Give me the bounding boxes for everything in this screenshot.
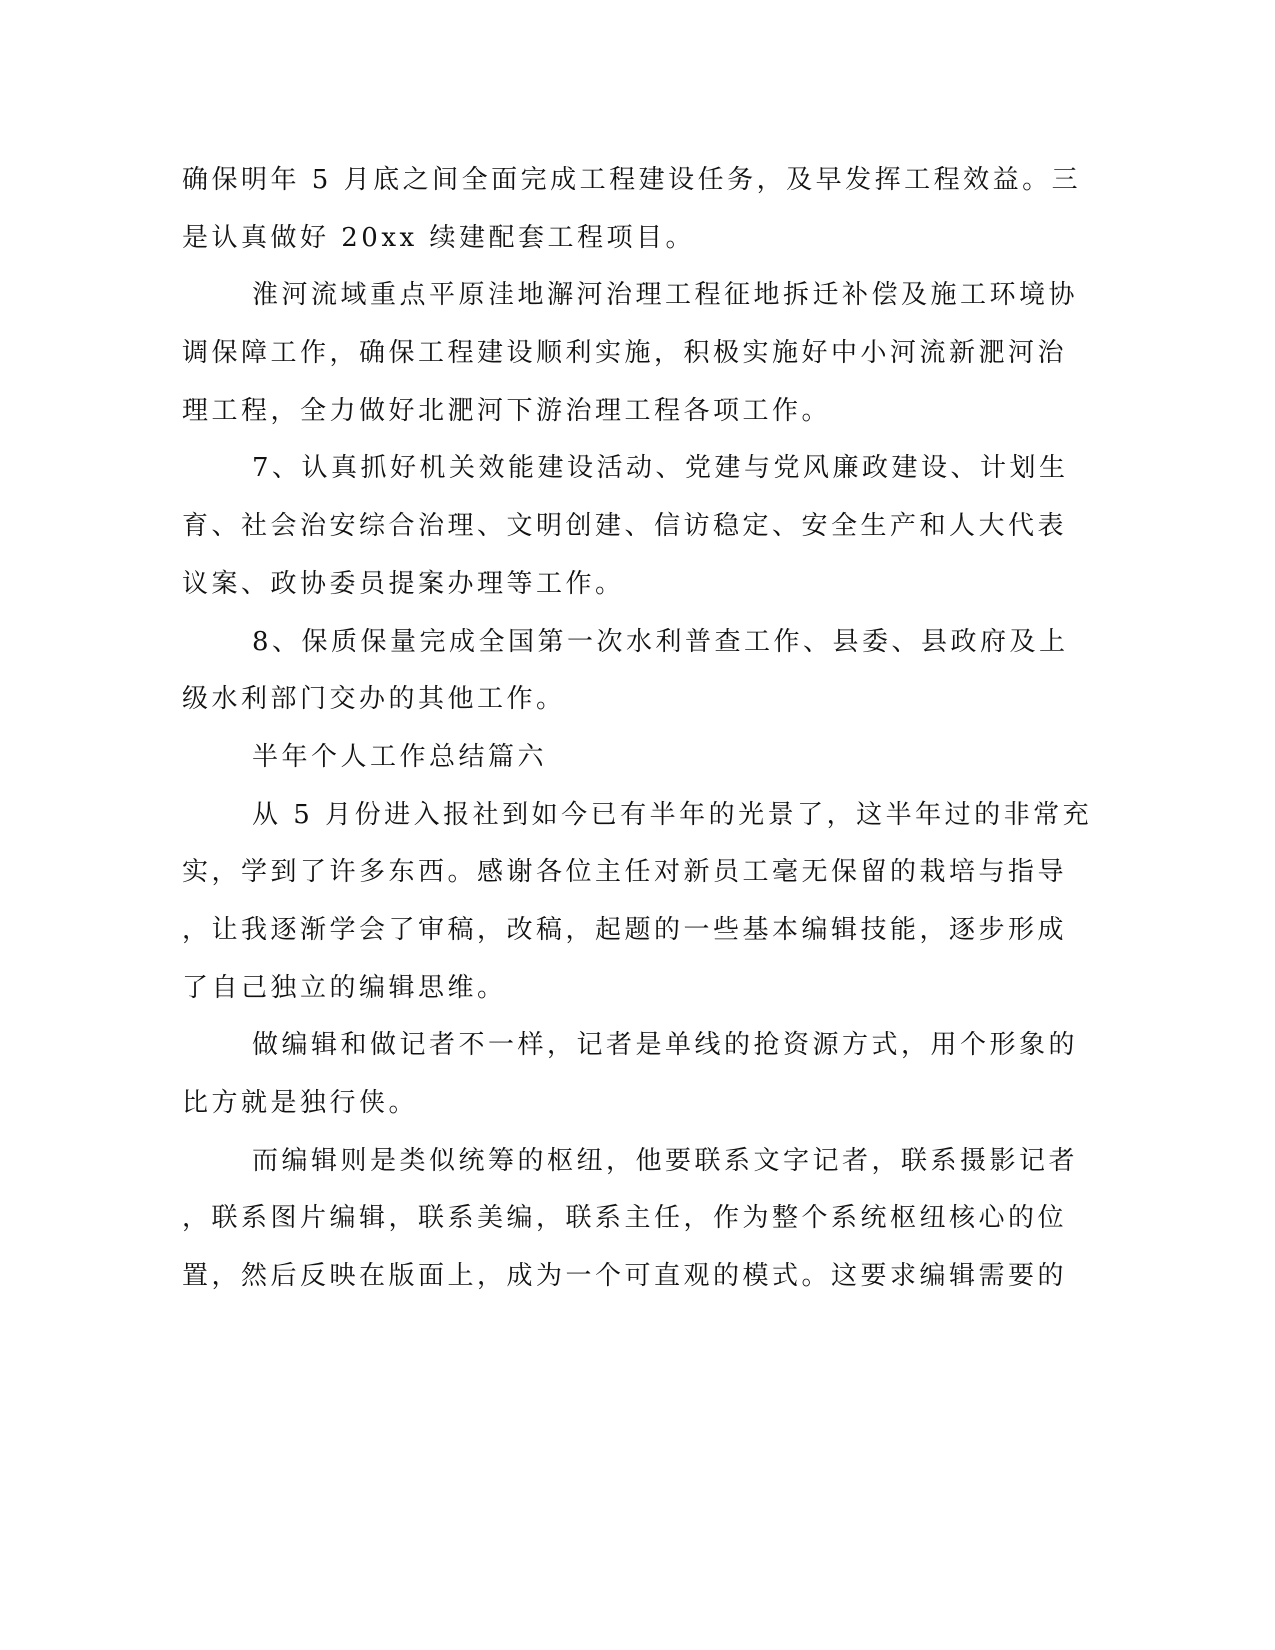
text-line: 置，然后反映在版面上，成为一个可直观的模式。这要求编辑需要的 <box>182 1261 1068 1292</box>
text-line: 是认真做好 20xx 续建配套工程项目。 <box>182 222 695 253</box>
text-line: 级水利部门交办的其他工作。 <box>182 684 566 715</box>
text-line: 淮河流域重点平原洼地澥河治理工程征地拆迁补偿及施工环境协 <box>252 280 1079 311</box>
text-line: 调保障工作，确保工程建设顺利实施，积极实施好中小河流新淝河治 <box>182 338 1068 369</box>
text-line: 半年个人工作总结篇六 <box>252 741 548 772</box>
text-line: 了自己独立的编辑思维。 <box>182 972 507 1003</box>
text-line: ，联系图片编辑，联系美编，联系主任，作为整个系统枢纽核心的位 <box>182 1203 1068 1234</box>
text-line: ，让我逐渐学会了审稿，改稿，起题的一些基本编辑技能，逐步形成 <box>182 914 1068 945</box>
text-line: 7、认真抓好机关效能建设活动、党建与党风廉政建设、计划生 <box>252 453 1069 484</box>
text-line: 育、社会治安综合治理、文明创建、信访稳定、安全生产和人大代表 <box>182 511 1068 542</box>
text-line: 确保明年 5 月底之间全面完成工程建设任务，及早发挥工程效益。三 <box>182 165 1082 195</box>
text-line: 做编辑和做记者不一样，记者是单线的抢资源方式，用个形象的 <box>252 1030 1079 1061</box>
text-line: 而编辑则是类似统筹的枢纽，他要联系文字记者，联系摄影记者 <box>252 1145 1079 1176</box>
text-line: 从 5 月份进入报社到如今已有半年的光景了，这半年过的非常充 <box>252 799 1093 830</box>
text-line: 理工程，全力做好北淝河下游治理工程各项工作。 <box>182 395 832 426</box>
document-body <box>182 152 1093 1306</box>
text-line: 实，学到了许多东西。感谢各位主任对新员工毫无保留的栽培与指导 <box>182 857 1068 888</box>
text-line: 比方就是独行侠。 <box>182 1088 419 1118</box>
text-line: 议案、政协委员提案办理等工作。 <box>182 568 625 599</box>
text-line: 8、保质保量完成全国第一次水利普查工作、县委、县政府及上 <box>252 626 1069 657</box>
